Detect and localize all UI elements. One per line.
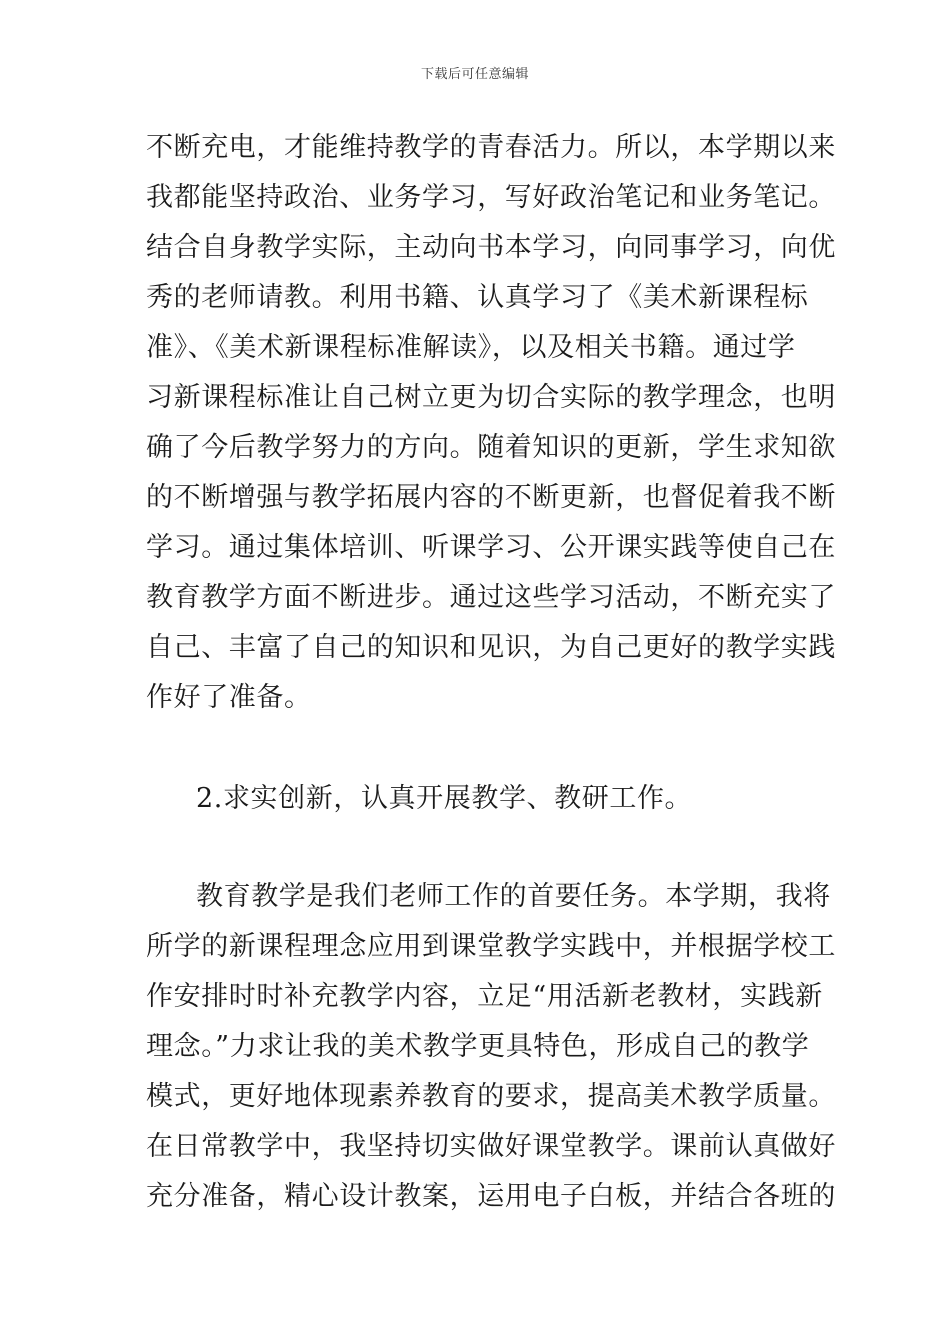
text-line: 教育教学方面不断进步。通过这些学习活动，不断充实了 [146, 582, 836, 613]
text-line: 我都能坚持政治、业务学习，写好政治笔记和业务笔记。 [146, 182, 836, 213]
text-line: 学习。通过集体培训、听课学习、公开课实践等使自己在 [146, 532, 836, 563]
text-line: 所学的新课程理念应用到课堂教学实践中，并根据学校工 [146, 931, 836, 962]
text-line: 的不断增强与教学拓展内容的不断更新，也督促着我不断 [146, 482, 836, 513]
text-line: 在日常教学中，我坚持切实做好课堂教学。课前认真做好 [146, 1131, 836, 1162]
text-line: 理念。”力求让我的美术教学更具特色，形成自己的教学 [146, 1031, 810, 1062]
text-line: 自己、丰富了自己的知识和见识，为自己更好的教学实践 [146, 632, 836, 663]
text-line: 确了今后教学努力的方向。随着知识的更新，学生求知欲 [146, 432, 836, 463]
text-line: 秀的老师请教。利用书籍、认真学习了《美术新课程标 [146, 282, 809, 313]
text-line: 教育教学是我们老师工作的首要任务。本学期，我将 [196, 881, 831, 912]
text-line: 结合自身教学实际，主动向书本学习，向同事学习，向优 [146, 232, 836, 263]
page-header: 下载后可任意编辑 [420, 67, 529, 82]
text-line: 不断充电，才能维持教学的青春活力。所以，本学期以来 [146, 132, 836, 163]
text-line: 作好了准备。 [146, 682, 312, 713]
text-line: 充分准备，精心设计教案，运用电子白板，并结合各班的 [146, 1181, 836, 1212]
text-line: 准》、《美术新课程标准解读》，以及相关书籍。通过学 [146, 332, 796, 363]
text-line: 作安排时时补充教学内容，立足“用活新老教材，实践新 [146, 981, 823, 1012]
text-line: 习新课程标准让自己树立更为切合实际的教学理念，也明 [146, 382, 836, 413]
text-line: 模式，更好地体现素养教育的要求，提高美术教学质量。 [146, 1081, 836, 1112]
section-heading: 2.求实创新，认真开展教学、教研工作。 [196, 783, 693, 814]
